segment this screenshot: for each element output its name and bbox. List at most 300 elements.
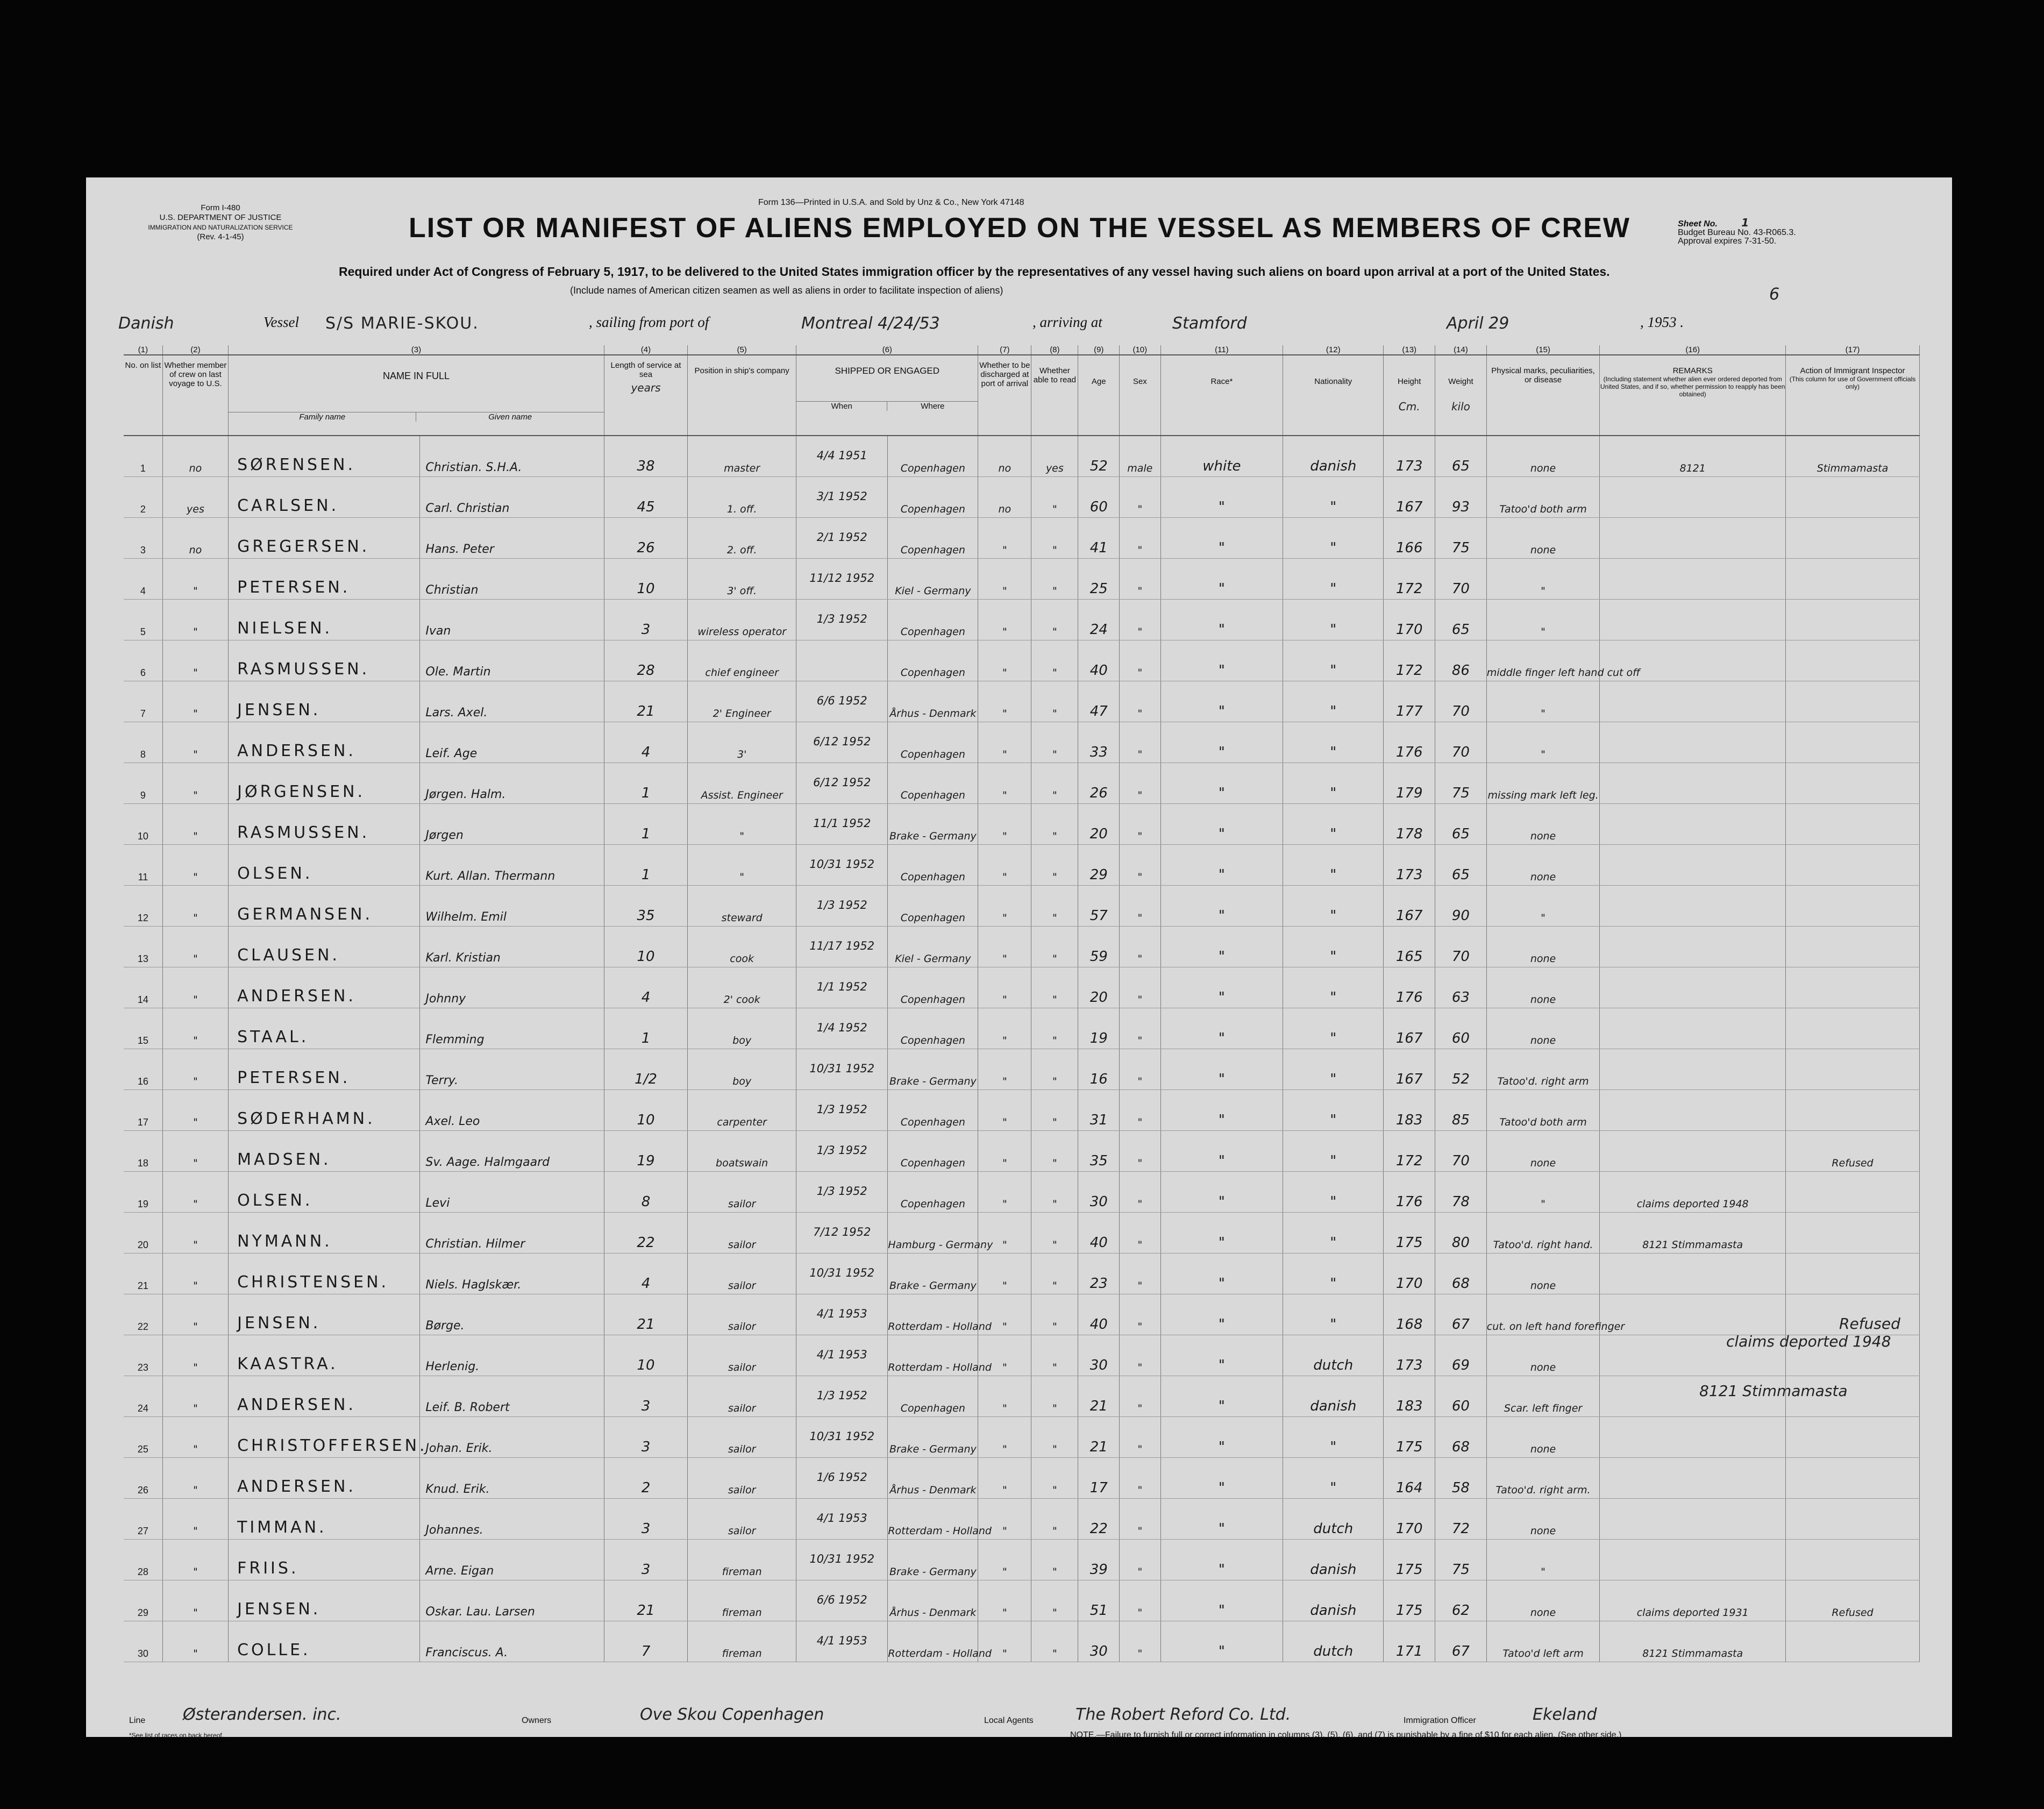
- cell-remarks: [1600, 1294, 1786, 1335]
- cell-race: ": [1160, 927, 1283, 967]
- cell-nationality: danish: [1283, 1376, 1384, 1417]
- cell-able-to-read: ": [1031, 1254, 1078, 1294]
- sheet-number-block: [1678, 218, 1796, 246]
- table-row: [124, 518, 1920, 559]
- cell-discharged: ": [978, 1417, 1031, 1458]
- cell-prev-voyage: ": [162, 763, 228, 804]
- cell-shipped-where: Copenhagen: [888, 1008, 978, 1049]
- table-row: [124, 681, 1920, 722]
- cell-weight: 86: [1435, 640, 1487, 681]
- cell-given-name: Jørgen: [420, 804, 604, 845]
- cell-able-to-read: ": [1031, 1131, 1078, 1172]
- cell-remarks: [1600, 477, 1786, 518]
- cell-race: ": [1160, 1008, 1283, 1049]
- cell-sex: ": [1120, 1294, 1161, 1335]
- cell-discharged: ": [978, 886, 1031, 927]
- cell-age: 31: [1078, 1090, 1120, 1131]
- cell-family-name: PETERSEN.: [229, 1049, 420, 1090]
- header-discharged: Whether to be discharged at port of arrival: [978, 355, 1031, 436]
- cell-inspector-action: [1785, 1172, 1919, 1213]
- cell-family-name: RASMUSSEN.: [229, 804, 420, 845]
- cell-race: ": [1160, 1172, 1283, 1213]
- cell-row-number: 11: [124, 845, 162, 886]
- cell-prev-voyage: ": [162, 1376, 228, 1417]
- cell-inspector-action: [1785, 681, 1919, 722]
- cell-prev-voyage: ": [162, 1621, 228, 1662]
- cell-position: chief engineer: [688, 640, 796, 681]
- footer-note: NOTE.—Failure to furnish full or correct information in columns (3), (5), (6), and (7) is punishable by a fine of $10 for each alien. (See other side.): [1070, 1730, 1622, 1740]
- cell-service-years: 28: [604, 640, 687, 681]
- cell-age: 35: [1078, 1131, 1120, 1172]
- cell-prev-voyage: ": [162, 1254, 228, 1294]
- cell-given-name: Oskar. Lau. Larsen: [420, 1580, 604, 1621]
- cell-shipped-where: Århus - Denmark: [888, 1580, 978, 1621]
- line-value: Østerandersen. inc.: [183, 1705, 341, 1724]
- cell-remarks: [1600, 518, 1786, 559]
- cell-race: ": [1160, 1131, 1283, 1172]
- cell-prev-voyage: ": [162, 559, 228, 600]
- cell-sex: ": [1120, 1376, 1161, 1417]
- cell-service-years: 38: [604, 436, 687, 477]
- cell-service-years: 3: [604, 600, 687, 640]
- cell-family-name: TIMMAN.: [229, 1499, 420, 1540]
- table-row: [124, 600, 1920, 640]
- header-height-label: Height: [1398, 377, 1421, 386]
- cell-given-name: Wilhelm. Emil: [420, 886, 604, 927]
- cell-shipped-when: 1/3 1952: [796, 1131, 888, 1172]
- cell-row-number: 15: [124, 1008, 162, 1049]
- cell-service-years: 3: [604, 1499, 687, 1540]
- cell-nationality: danish: [1283, 1540, 1384, 1580]
- cell-height: 172: [1384, 559, 1435, 600]
- cell-race: ": [1160, 1417, 1283, 1458]
- cell-remarks: [1600, 804, 1786, 845]
- cell-remarks: [1600, 1540, 1786, 1580]
- cell-shipped-where: Copenhagen: [888, 1172, 978, 1213]
- cell-weight: 60: [1435, 1008, 1487, 1049]
- arriving-port: Stamford: [1172, 314, 1247, 333]
- cell-remarks: 8121: [1600, 436, 1786, 477]
- race-footnote: *See list of races on back hereof.: [129, 1732, 224, 1739]
- cell-inspector-action: [1785, 640, 1919, 681]
- cell-sex: male: [1120, 436, 1161, 477]
- cell-prev-voyage: ": [162, 1417, 228, 1458]
- cell-given-name: Terry.: [420, 1049, 604, 1090]
- cell-family-name: CARLSEN.: [229, 477, 420, 518]
- header-height-unit: Cm.: [1398, 400, 1420, 413]
- cell-shipped-when: 11/17 1952: [796, 927, 888, 967]
- header-name-full: NAME IN FULL: [382, 371, 450, 381]
- cell-able-to-read: ": [1031, 967, 1078, 1008]
- cell-row-number: 16: [124, 1049, 162, 1090]
- cell-given-name: Franciscus. A.: [420, 1621, 604, 1662]
- cell-family-name: GREGERSEN.: [229, 518, 420, 559]
- cell-position: Assist. Engineer: [688, 763, 796, 804]
- col-num: (16): [1600, 345, 1786, 355]
- cell-position: fireman: [688, 1540, 796, 1580]
- cell-age: 16: [1078, 1049, 1120, 1090]
- cell-family-name: JENSEN.: [229, 1294, 420, 1335]
- cell-given-name: Arne. Eigan: [420, 1540, 604, 1580]
- cell-able-to-read: ": [1031, 477, 1078, 518]
- cell-height: 173: [1384, 845, 1435, 886]
- cell-given-name: Jørgen. Halm.: [420, 763, 604, 804]
- cell-row-number: 10: [124, 804, 162, 845]
- cell-physical-marks: ": [1486, 886, 1600, 927]
- header-shipped-label: SHIPPED OR ENGAGED: [835, 366, 940, 376]
- cell-family-name: GERMANSEN.: [229, 886, 420, 927]
- sailing-port: Montreal 4/24/53: [801, 314, 940, 333]
- department-name: U.S. DEPARTMENT OF JUSTICE: [159, 213, 282, 222]
- header-race: Race*: [1160, 355, 1283, 436]
- cell-able-to-read: ": [1031, 600, 1078, 640]
- cell-given-name: Kurt. Allan. Thermann: [420, 845, 604, 886]
- cell-physical-marks: none: [1486, 1335, 1600, 1376]
- cell-sex: ": [1120, 804, 1161, 845]
- agents-value: The Robert Reford Co. Ltd.: [1076, 1705, 1291, 1724]
- cell-discharged: ": [978, 763, 1031, 804]
- cell-shipped-where: Brake - Germany: [888, 1049, 978, 1090]
- cell-height: 170: [1384, 1499, 1435, 1540]
- cell-given-name: Flemming: [420, 1008, 604, 1049]
- cell-row-number: 27: [124, 1499, 162, 1540]
- cell-weight: 65: [1435, 845, 1487, 886]
- cell-physical-marks: Tatoo'd both arm: [1486, 477, 1600, 518]
- table-row: [124, 1172, 1920, 1213]
- cell-row-number: 26: [124, 1458, 162, 1499]
- cell-position: sailor: [688, 1499, 796, 1540]
- cell-race: ": [1160, 1499, 1283, 1540]
- cell-given-name: Ivan: [420, 600, 604, 640]
- cell-position: 2' cook: [688, 967, 796, 1008]
- cell-row-number: 6: [124, 640, 162, 681]
- col-num: (9): [1078, 345, 1120, 355]
- cell-given-name: Niels. Haglskær.: [420, 1254, 604, 1294]
- cell-able-to-read: yes: [1031, 436, 1078, 477]
- cell-row-number: 19: [124, 1172, 162, 1213]
- cell-shipped-when: 10/31 1952: [796, 1254, 888, 1294]
- col-num: (17): [1785, 345, 1919, 355]
- cell-position: fireman: [688, 1580, 796, 1621]
- cell-remarks: [1600, 1254, 1786, 1294]
- cell-sex: ": [1120, 1580, 1161, 1621]
- cell-physical-marks: none: [1486, 804, 1600, 845]
- cell-prev-voyage: ": [162, 1335, 228, 1376]
- officer-label: Immigration Officer: [1404, 1716, 1476, 1725]
- cell-row-number: 13: [124, 927, 162, 967]
- cell-physical-marks: none: [1486, 1580, 1600, 1621]
- cell-shipped-where: Århus - Denmark: [888, 1458, 978, 1499]
- cell-able-to-read: ": [1031, 1213, 1078, 1254]
- cell-family-name: FRIIS.: [229, 1540, 420, 1580]
- cell-service-years: 21: [604, 1580, 687, 1621]
- cell-discharged: ": [978, 1499, 1031, 1540]
- cell-position: ": [688, 845, 796, 886]
- cell-prev-voyage: ": [162, 1540, 228, 1580]
- cell-height: 171: [1384, 1621, 1435, 1662]
- header-service-label: Length of service at sea: [610, 361, 681, 379]
- cell-sex: ": [1120, 1621, 1161, 1662]
- cell-remarks: [1600, 1049, 1786, 1090]
- cell-row-number: 7: [124, 681, 162, 722]
- cell-physical-marks: none: [1486, 518, 1600, 559]
- cell-row-number: 1: [124, 436, 162, 477]
- table-row: [124, 1131, 1920, 1172]
- header-prev-voyage: Whether member of crew on last voyage to U.S.: [162, 355, 228, 436]
- cell-family-name: NYMANN.: [229, 1213, 420, 1254]
- col-num: (12): [1283, 345, 1384, 355]
- cell-prev-voyage: ": [162, 681, 228, 722]
- cell-physical-marks: Scar. left finger: [1486, 1376, 1600, 1417]
- column-number-row: [124, 345, 1920, 355]
- cell-weight: 85: [1435, 1090, 1487, 1131]
- cell-physical-marks: ": [1486, 559, 1600, 600]
- cell-race: ": [1160, 1335, 1283, 1376]
- cell-shipped-where: Copenhagen: [888, 1090, 978, 1131]
- col-num: (10): [1120, 345, 1161, 355]
- table-row: [124, 559, 1920, 600]
- cell-position: 2' Engineer: [688, 681, 796, 722]
- cell-height: 179: [1384, 763, 1435, 804]
- cell-age: 40: [1078, 1213, 1120, 1254]
- cell-physical-marks: none: [1486, 1499, 1600, 1540]
- cell-discharged: ": [978, 927, 1031, 967]
- table-row: [124, 967, 1920, 1008]
- cell-prev-voyage: no: [162, 518, 228, 559]
- cell-prev-voyage: ": [162, 1580, 228, 1621]
- cell-height: 183: [1384, 1376, 1435, 1417]
- cell-service-years: 10: [604, 1335, 687, 1376]
- cell-service-years: 4: [604, 1254, 687, 1294]
- table-row: [124, 1294, 1920, 1335]
- printer-line: Form 136—Printed in U.S.A. and Sold by Unz & Co., New York 47148: [758, 198, 1024, 207]
- cell-family-name: ANDERSEN.: [229, 967, 420, 1008]
- cell-race: ": [1160, 1580, 1283, 1621]
- cell-able-to-read: ": [1031, 886, 1078, 927]
- cell-height: 166: [1384, 518, 1435, 559]
- cell-inspector-action: [1785, 763, 1919, 804]
- cell-given-name: Levi: [420, 1172, 604, 1213]
- cell-nationality: danish: [1283, 1580, 1384, 1621]
- cell-race: ": [1160, 640, 1283, 681]
- cell-sex: ": [1120, 1008, 1161, 1049]
- cell-prev-voyage: ": [162, 1131, 228, 1172]
- cell-row-number: 18: [124, 1131, 162, 1172]
- cell-service-years: 8: [604, 1172, 687, 1213]
- cell-height: 183: [1384, 1090, 1435, 1131]
- cell-weight: 62: [1435, 1580, 1487, 1621]
- cell-shipped-when: 2/1 1952: [796, 518, 888, 559]
- cell-inspector-action: [1785, 1049, 1919, 1090]
- cell-age: 51: [1078, 1580, 1120, 1621]
- cell-shipped-where: Rotterdam - Holland: [888, 1499, 978, 1540]
- table-row: [124, 477, 1920, 518]
- cell-service-years: 1: [604, 804, 687, 845]
- crew-rows: [124, 436, 1920, 1662]
- cell-sex: ": [1120, 559, 1161, 600]
- cell-shipped-where: Kiel - Germany: [888, 927, 978, 967]
- cell-nationality: ": [1283, 1294, 1384, 1335]
- table-row: [124, 1049, 1920, 1090]
- cell-physical-marks: ": [1486, 681, 1600, 722]
- cell-discharged: ": [978, 1172, 1031, 1213]
- owners-label: Owners: [522, 1716, 552, 1725]
- cell-shipped-where: Copenhagen: [888, 1131, 978, 1172]
- header-when: When: [831, 402, 852, 411]
- cell-prev-voyage: ": [162, 845, 228, 886]
- cell-shipped-when: [796, 640, 888, 681]
- cell-remarks: [1600, 1458, 1786, 1499]
- cell-height: 172: [1384, 640, 1435, 681]
- cell-able-to-read: ": [1031, 1049, 1078, 1090]
- cell-service-years: 3: [604, 1417, 687, 1458]
- header-marks: Physical marks, peculiarities, or disease: [1486, 355, 1600, 436]
- cell-remarks: [1600, 600, 1786, 640]
- col-num: (11): [1160, 345, 1283, 355]
- cell-nationality: ": [1283, 1254, 1384, 1294]
- cell-shipped-where: Rotterdam - Holland: [888, 1294, 978, 1335]
- cell-age: 30: [1078, 1172, 1120, 1213]
- cell-family-name: OLSEN.: [229, 845, 420, 886]
- vessel-flag: Danish: [118, 314, 174, 333]
- cell-remarks: [1600, 967, 1786, 1008]
- cell-race: ": [1160, 845, 1283, 886]
- cell-able-to-read: ": [1031, 1090, 1078, 1131]
- cell-age: 25: [1078, 559, 1120, 600]
- cell-inspector-action: [1785, 1417, 1919, 1458]
- cell-nationality: dutch: [1283, 1335, 1384, 1376]
- header-position: Position in ship's company: [688, 355, 796, 436]
- cell-prev-voyage: ": [162, 967, 228, 1008]
- cell-nationality: ": [1283, 886, 1384, 927]
- cell-row-number: 29: [124, 1580, 162, 1621]
- cell-able-to-read: ": [1031, 559, 1078, 600]
- table-row: [124, 1213, 1920, 1254]
- cell-nationality: ": [1283, 845, 1384, 886]
- manifest-footer: [124, 1705, 1920, 1734]
- cell-discharged: ": [978, 1335, 1031, 1376]
- cell-position: sailor: [688, 1417, 796, 1458]
- cell-remarks: [1600, 1008, 1786, 1049]
- cell-nationality: ": [1283, 1213, 1384, 1254]
- cell-shipped-when: 4/1 1953: [796, 1621, 888, 1662]
- cell-sex: ": [1120, 640, 1161, 681]
- table-row: [124, 640, 1920, 681]
- header-where: Where: [887, 402, 978, 411]
- cell-remarks: [1600, 681, 1786, 722]
- cell-shipped-when: 3/1 1952: [796, 477, 888, 518]
- cell-inspector-action: [1785, 600, 1919, 640]
- form-number: Form I-480: [201, 203, 240, 212]
- cell-weight: 70: [1435, 927, 1487, 967]
- cell-sex: ": [1120, 1417, 1161, 1458]
- cell-weight: 90: [1435, 886, 1487, 927]
- cell-shipped-when: 11/12 1952: [796, 559, 888, 600]
- cell-family-name: STAAL.: [229, 1008, 420, 1049]
- cell-family-name: JENSEN.: [229, 681, 420, 722]
- cell-weight: 65: [1435, 804, 1487, 845]
- cell-sex: ": [1120, 1499, 1161, 1540]
- cell-discharged: ": [978, 804, 1031, 845]
- cell-height: 176: [1384, 967, 1435, 1008]
- cell-row-number: 23: [124, 1335, 162, 1376]
- cell-weight: 65: [1435, 436, 1487, 477]
- cell-age: 52: [1078, 436, 1120, 477]
- cell-prev-voyage: ": [162, 1172, 228, 1213]
- cell-remarks: [1600, 845, 1786, 886]
- cell-shipped-when: 7/12 1952: [796, 1213, 888, 1254]
- cell-shipped-where: Rotterdam - Holland: [888, 1335, 978, 1376]
- table-row: [124, 1008, 1920, 1049]
- cell-given-name: Herlenig.: [420, 1335, 604, 1376]
- cell-position: boatswain: [688, 1131, 796, 1172]
- header-remarks: [1600, 355, 1786, 436]
- cell-age: 20: [1078, 804, 1120, 845]
- cell-height: 165: [1384, 927, 1435, 967]
- col-num: (13): [1384, 345, 1435, 355]
- header-action-sub: (This column for use of Government officials only): [1789, 375, 1916, 390]
- cell-service-years: 10: [604, 927, 687, 967]
- cell-family-name: CLAUSEN.: [229, 927, 420, 967]
- cell-race: white: [1160, 436, 1283, 477]
- cell-inspector-action: [1785, 804, 1919, 845]
- header-nationality: Nationality: [1283, 355, 1384, 436]
- cell-sex: ": [1120, 845, 1161, 886]
- cell-inspector-action: [1785, 1458, 1919, 1499]
- cell-shipped-when: 1/3 1952: [796, 600, 888, 640]
- cell-shipped-where: Kiel - Germany: [888, 559, 978, 600]
- cell-shipped-when: 10/31 1952: [796, 845, 888, 886]
- cell-shipped-where: Brake - Germany: [888, 804, 978, 845]
- cell-remarks: [1600, 1417, 1786, 1458]
- cell-physical-marks: missing mark left leg.: [1486, 763, 1600, 804]
- cell-able-to-read: ": [1031, 763, 1078, 804]
- cell-position: sailor: [688, 1254, 796, 1294]
- cell-row-number: 12: [124, 886, 162, 927]
- cell-given-name: Christian. Hilmer: [420, 1213, 604, 1254]
- cell-weight: 63: [1435, 967, 1487, 1008]
- cell-nationality: ": [1283, 1458, 1384, 1499]
- cell-given-name: Ole. Martin: [420, 640, 604, 681]
- cell-nationality: dutch: [1283, 1499, 1384, 1540]
- arrival-date: April 29: [1447, 314, 1509, 333]
- cell-nationality: ": [1283, 640, 1384, 681]
- cell-family-name: KAASTRA.: [229, 1335, 420, 1376]
- cell-family-name: PETERSEN.: [229, 559, 420, 600]
- col-num: (14): [1435, 345, 1487, 355]
- arrival-year: , 1953 .: [1640, 314, 1684, 330]
- cell-weight: 75: [1435, 763, 1487, 804]
- cell-physical-marks: ": [1486, 1172, 1600, 1213]
- cell-family-name: COLLE.: [229, 1621, 420, 1662]
- cell-position: sailor: [688, 1172, 796, 1213]
- cell-shipped-where: Rotterdam - Holland: [888, 1621, 978, 1662]
- cell-race: ": [1160, 1540, 1283, 1580]
- cell-row-number: 17: [124, 1090, 162, 1131]
- cell-shipped-when: 10/31 1952: [796, 1049, 888, 1090]
- vessel-label: Vessel: [263, 314, 299, 330]
- cell-family-name: ANDERSEN.: [229, 1376, 420, 1417]
- cell-family-name: JENSEN.: [229, 1580, 420, 1621]
- cell-service-years: 10: [604, 559, 687, 600]
- cell-service-years: 3: [604, 1540, 687, 1580]
- cell-prev-voyage: no: [162, 436, 228, 477]
- cell-nationality: ": [1283, 477, 1384, 518]
- cell-sex: ": [1120, 518, 1161, 559]
- page-number: 6: [1769, 285, 1780, 304]
- table-row: [124, 927, 1920, 967]
- cell-able-to-read: ": [1031, 927, 1078, 967]
